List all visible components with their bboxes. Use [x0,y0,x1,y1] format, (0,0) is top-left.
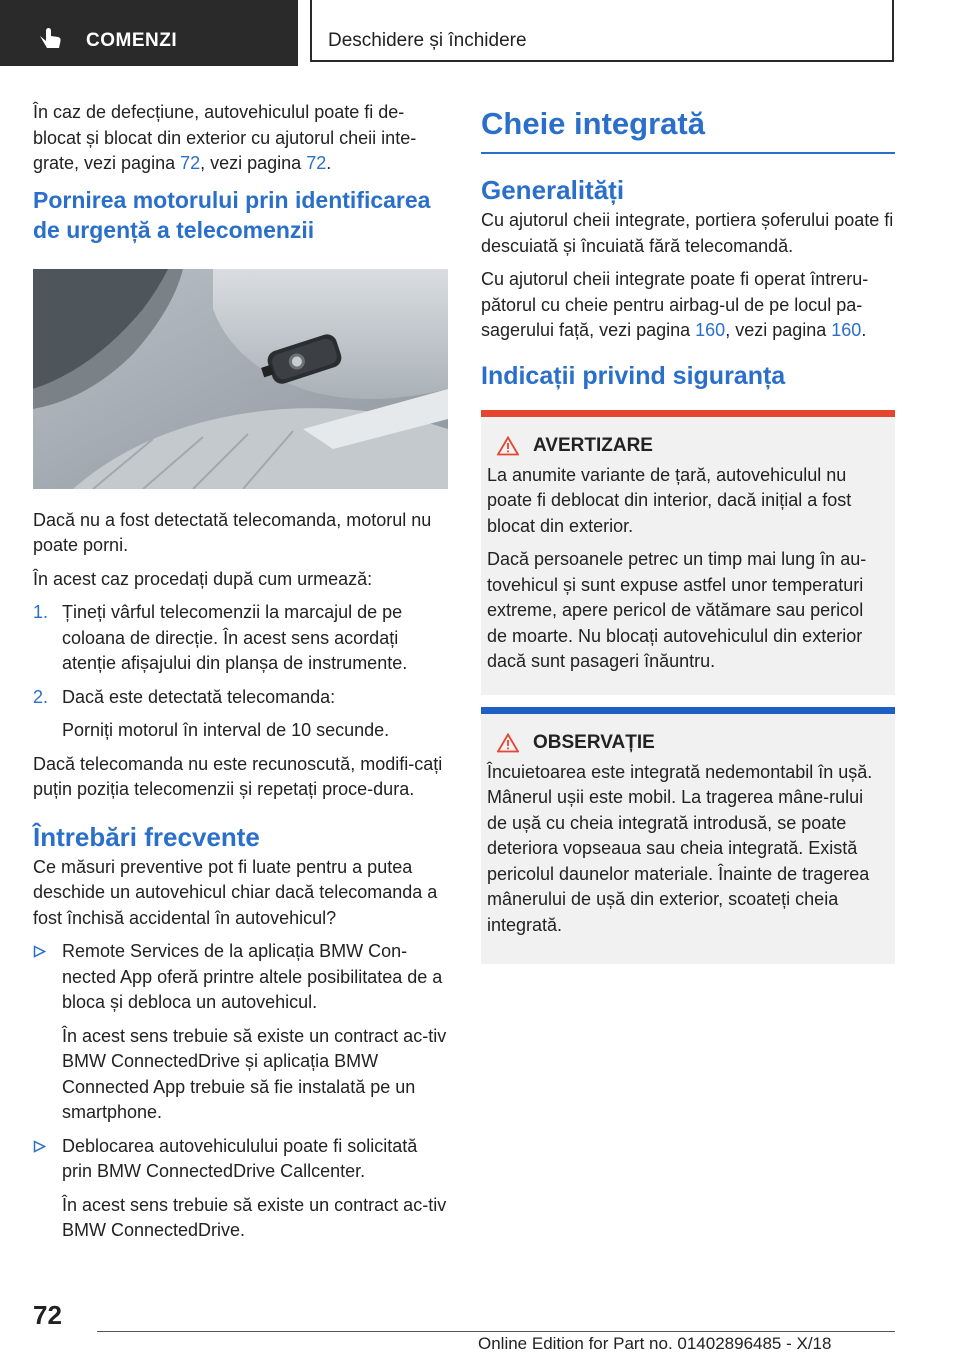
page-link[interactable]: 160 [695,320,726,340]
note-title: OBSERVAȚIE [533,731,655,753]
page-link[interactable]: 72 [306,153,327,173]
triangle-bullet-icon [33,945,46,958]
section-tab [310,0,894,62]
paragraph-not-detected: Dacă nu a fost detectată telecomanda, motorul nu poate porni. [33,509,432,555]
page-link[interactable]: 160 [831,320,862,340]
paragraph-general-2: Cu ajutorul cheii integrate poate fi operat întreru-pătorul cu cheie pentru airbag-ul de pe locul pa-sagerului față, vezi pagina 160, vezi pagina 160. [481,269,869,340]
bullet-text: Remote Services de la aplicația BMW Con-nected App oferă printre altele posibilitatea de a bloca și debloca un autovehicul. [62,941,443,1012]
section-heading-safety: Indicații privind siguranța [481,361,786,390]
bullet-text: Deblocarea autovehiculului poate fi solicitată prin BMW ConnectedDrive Callcenter. [62,1135,418,1181]
bullet-subtext: În acest sens trebuie să existe un contract ac-tiv BMW ConnectedDrive. [62,1194,447,1240]
chapter-tab[interactable] [0,0,298,66]
warning-box [481,410,895,695]
page-link[interactable]: 72 [180,153,201,173]
section-heading-general: Generalități [481,175,625,205]
footer-edition: Online Edition for Part no. 01402896485 - X/18 [478,1334,832,1353]
section-heading-faq: Întrebări frecvente [33,821,260,852]
list-item [33,939,448,1134]
footer-divider [97,1331,895,1332]
paragraph-proceed: În acest caz procedați după cum urmează: [33,568,373,589]
paragraph-question: Ce măsuri preventive pot fi luate pentru a putea deschide un autovehicul chiar dacă telecomanda a fost închisă accidental în autovehicul? [33,856,438,928]
step-subtext: Porniți motorul în interval de 10 secunde. [62,720,390,740]
paragraph-general-1: Cu ajutorul cheii integrate, portiera șoferului poate fi descuiată și încuiată fără telecomandă. [481,210,894,256]
step-number: 1. [33,602,49,622]
section-title: Deschidere și închidere [328,30,527,51]
right-column [481,100,895,976]
triangle-bullet-icon [33,1140,46,1153]
warning-text-1: La anumite variante de țară, autovehiculul nu poate fi deblocat din interior, dacă inițial a fost blocat din exterior. [487,464,852,536]
section-heading-emergency: Pornirea motorului prin identificarea de urgență a telecomenzii [33,186,431,243]
step-text: Dacă este detectată telecomanda: [62,686,336,707]
list-item [33,600,448,685]
page-title: Cheie integrată [481,100,895,154]
list-item [33,1134,448,1252]
page-number: 72 [33,1300,62,1330]
paragraph-not-recognized: Dacă telecomanda nu este recunoscută, modifi-cați puțin poziția telecomenzii și repetați proce-dura. [33,753,443,799]
list-item [33,685,448,752]
hand-pointer-icon [38,26,64,50]
steering-column-key-photo [33,269,448,489]
note-text: Încuietoarea este integrată nedemontabil în ușă. Mânerul ușii este mobil. La tragerea mâne-rului de ușă cu cheia integrată introdusă, se poate deteriora vopseaua sau cheia integrată. Există pericolul daunelor materiale. Înainte de tragerea mânerului de ușă din exterior, scoateți cheia integrată. [487,761,873,935]
chapter-title: COMENZI [86,30,178,51]
intro-paragraph: În caz de defecțiune, autovehiculul poate fi de-blocat și blocat din exterior cu ajutorul cheii inte-grate, vezi pagina 72, vezi pagina 72. [33,102,417,173]
step-number: 2. [33,686,49,707]
bullet-subtext: În acest sens trebuie să existe un contract ac-tiv BMW ConnectedDrive și aplicația BMW Connected App trebuie să fie instalată pe un smartphone. [62,1025,447,1122]
warning-triangle-icon [497,436,519,456]
step-text: Țineți vârful telecomenzii la marcajul de pe coloana de direcție. În acest sens acordați atenție afișajului din planșa de instrumente. [62,602,408,673]
warning-text-2: Dacă persoanele petrec un timp mai lung în au-tovehicul și sunt expuse astfel unor temperaturi extreme, apere pericol de vătămare sau pericol de moarte. Nu blocați autovehiculul din exterior dacă sunt pasageri înăuntru. [487,549,867,671]
note-box [481,707,895,965]
left-column [33,100,448,1252]
warning-title: AVERTIZARE [533,434,653,456]
caution-triangle-icon [497,733,519,753]
